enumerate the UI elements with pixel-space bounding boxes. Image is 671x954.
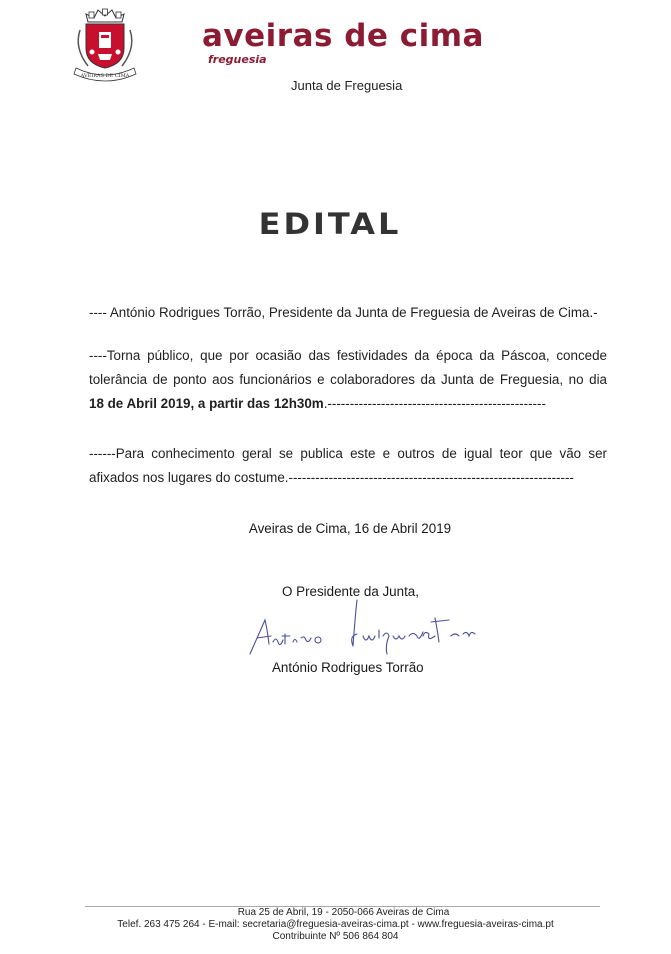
footer-contacts: Telef. 263 475 264 - E-mail: secretaria@freguesia-aveiras-cima.pt - www.freguesia-aveiras-cima.pt — [117, 919, 554, 930]
highlighted-date-time: 18 de Abril 2019, a partir das 12h30m — [89, 396, 324, 411]
signer-role: O Presidente da Junta, — [282, 584, 419, 599]
brand-logo-title: aveiras de cima — [202, 18, 484, 54]
paragraph-presenter: ---- António Rodrigues Torrão, Presidente da Junta de Freguesia de Aveiras de Cima.- — [89, 305, 598, 320]
paragraph-line: ----Torna público, que por ocasião das festividades da época da Páscoa, concede — [89, 348, 607, 363]
handwritten-signature — [245, 598, 485, 660]
crest-ribbon-text: AVEIRAS DE CIMA — [80, 73, 130, 79]
paragraph-line: afixados nos lugares do costume.---------------------------------------------------------------- — [89, 470, 574, 485]
paragraph-publication-notice — [89, 442, 607, 490]
place-date-line: Aveiras de Cima, 16 de Abril 2019 — [248, 521, 452, 536]
paragraph-line — [89, 392, 607, 416]
signer-name: António Rodrigues Torrão — [272, 660, 424, 675]
paragraph-line: ------Para conhecimento geral se publica este e outros de igual teor que vão ser — [89, 446, 607, 461]
document-title: EDITAL — [258, 206, 402, 242]
footer-tax-id: Contribuinte Nº 506 864 804 — [272, 931, 399, 942]
trailing-dashes: .------------------------------------------------- — [323, 396, 546, 411]
paragraph-line: tolerância de ponto aos funcionários e colaboradores da Junta de Freguesia, no dia — [89, 372, 607, 387]
paragraph-announcement — [89, 344, 607, 416]
footer-address: Rua 25 de Abril, 19 - 2050-066 Aveiras de Cima — [237, 907, 450, 918]
brand-logo-subtitle: freguesia — [208, 53, 267, 66]
parish-crest-logo — [70, 8, 140, 84]
organization-name: Junta de Freguesia — [291, 78, 403, 93]
